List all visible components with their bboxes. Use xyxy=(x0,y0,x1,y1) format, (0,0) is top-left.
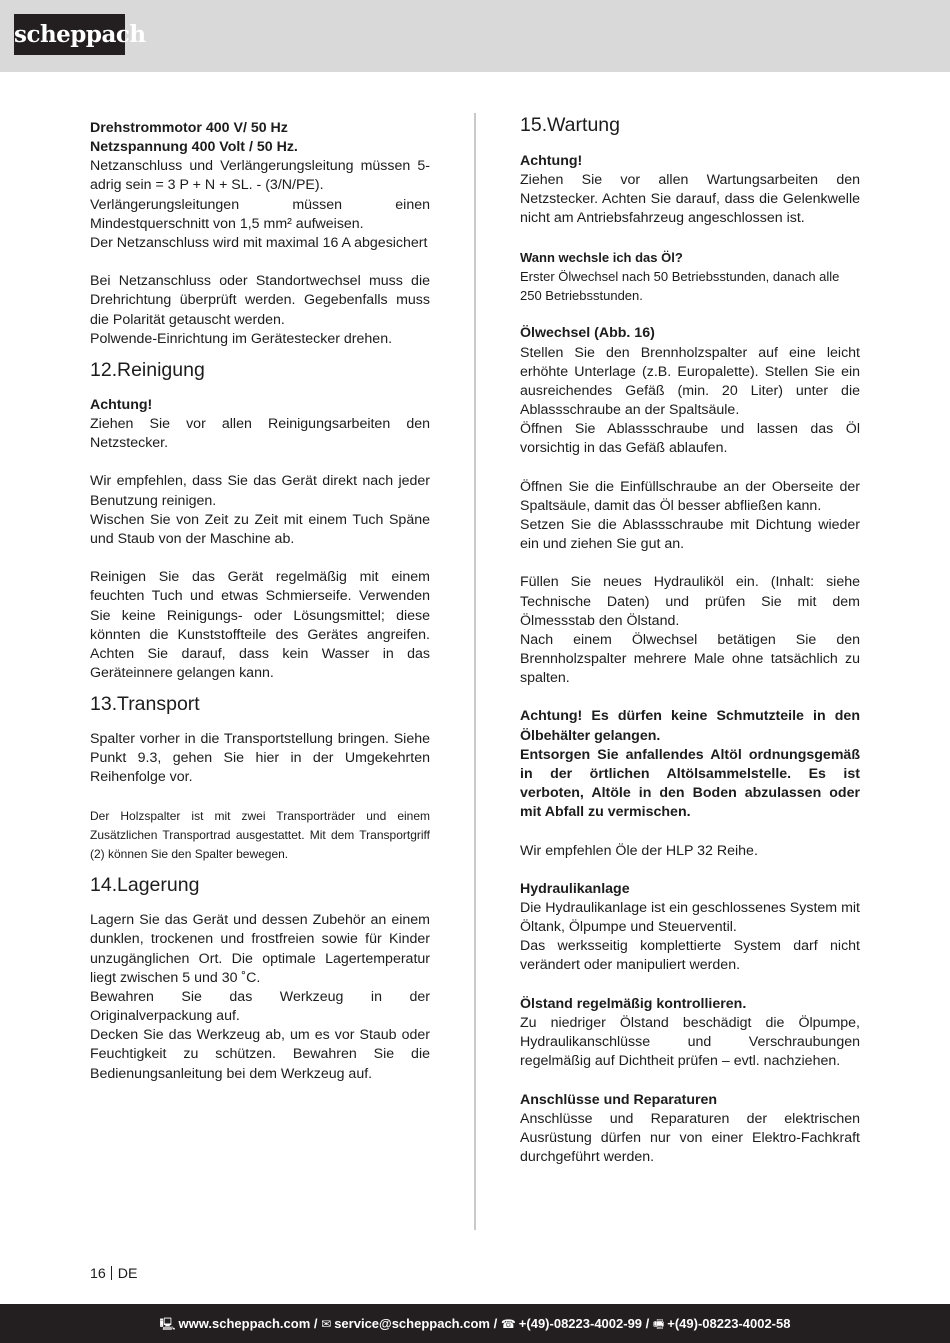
section-title: Lagerung xyxy=(117,874,200,897)
footer-separator: / xyxy=(493,1316,498,1331)
footer-fax: +(49)-08223-4002-58 xyxy=(667,1316,791,1331)
motor-paragraph: Polwende-Einrichtung im Gerätestecker drehen. xyxy=(90,330,393,347)
section-number: 14. xyxy=(90,874,118,897)
connections-title: Anschlüsse und Reparaturen xyxy=(520,1091,718,1108)
fax-icon: 🖷 xyxy=(652,1317,665,1331)
footer-band xyxy=(0,1304,950,1343)
motor-paragraph: Verlängerungsleitungen müssen einen Mindestquerschnitt von 1,5 mm² aufweisen. xyxy=(90,196,430,232)
footer-contact xyxy=(0,1314,950,1334)
page-language: DE xyxy=(117,1266,138,1282)
section-title: Wartung xyxy=(547,114,620,136)
storage-paragraph: Decken Sie das Werkzeug ab, um es vor Staub oder Feuchtigkeit zu schützen. Bewahren Sie die Bedienungsanleitung bei dem Werkzeug auf. xyxy=(90,1027,430,1082)
oil-recommendation: Wir empfehlen Öle der HLP 32 Reihe. xyxy=(520,842,758,859)
storage-paragraph: Bewahren Sie das Werkzeug in der Originalverpackung auf. xyxy=(90,988,430,1025)
oil-change-paragraph: Stellen Sie den Brennholzspalter auf eine leicht erhöhte Unterlage (z.B. Europalette). Stellen Sie ein ausreichendes Gefäß (min. 20 Liter) unter die Ablassschraube an der Spaltsäule. xyxy=(520,344,860,418)
footer-website-link[interactable]: www.scheppach.com xyxy=(178,1316,311,1331)
motor-paragraph: Bei Netzanschluss oder Standortwechsel muss die Drehrichtung überprüft werden. Gegebenfalls muss die Polarität getauscht werden. xyxy=(90,273,430,328)
section-number: 13. xyxy=(90,693,118,716)
column-divider xyxy=(474,113,476,1230)
warning-text: Ziehen Sie vor allen Reinigungsarbeiten den Netzstecker. xyxy=(90,416,430,452)
mail-icon: ✉ xyxy=(321,1317,332,1331)
hydraulic-paragraph: Die Hydraulikanlage ist ein geschlossenes System mit Öltank, Ölpumpe und Steuerventil. xyxy=(520,899,860,936)
page-number-separator xyxy=(111,1266,112,1280)
warning-text: Ziehen Sie vor allen Wartungsarbeiten den Netzstecker. Achten Sie darauf, dass die Gelenkwelle nicht am Antriebsfahrzeug angeschlossen ist. xyxy=(520,172,860,227)
section-title: Transport xyxy=(117,693,200,716)
page-number xyxy=(90,1265,138,1284)
header-band xyxy=(0,0,950,72)
section-title: Reinigung xyxy=(117,358,205,381)
computer-icon: 🖳 xyxy=(159,1317,176,1331)
brand-logo[interactable]: scheppach xyxy=(14,14,125,55)
motor-paragraph: Netzanschluss und Verlängerungsleitung müssen 5-adrig sein = 3 P + N + SL. - (3/N/PE). xyxy=(90,158,430,194)
oil-change-paragraph: Nach einem Ölwechsel betätigen Sie den Brennholzspalter mehrere Male ohne tatsächlich zu spalten. xyxy=(520,631,860,687)
oil-level-title: Ölstand regelmäßig kontrollieren. xyxy=(520,995,747,1012)
footer-phone[interactable]: +(49)-08223-4002-99 xyxy=(518,1316,643,1331)
transport-note: Der Holzspalter ist mit zwei Transporträder und einem Zusätzlichen Transportrad ausgestattet. Mit dem Transportgriff (2) können Sie den Spalter bewegen. xyxy=(90,808,430,862)
cleaning-paragraph: Reinigen Sie das Gerät regelmäßig mit einem feuchten Tuch und etwas Schmierseife. Verwenden Sie keine Reinigungs- oder Lösungsmittel; diese könnten die Kunststoffteile des Gerätes angreifen. Achten Sie darauf, dass kein Wasser in das Geräteinnere gelangen kann. xyxy=(90,569,430,682)
bold-warning: Entsorgen Sie anfallendes Altöl ordnungsgemäß in der örtlichen Altölsammelstelle. Es ist verboten, Altöle in den Boden abzulassen oder mit Abfall zu vermischen. xyxy=(520,746,860,821)
storage-paragraph: Lagern Sie das Gerät und dessen Zubehör an einem dunklen, trockenen und frostfreien sowie für Kinder unzugänglichen Ort. Die optimale Lagertemperatur liegt zwischen 5 und 30 ˚C. xyxy=(90,912,430,986)
section-number: 12. xyxy=(90,358,118,381)
section-number: 15. xyxy=(520,114,548,136)
warning-title: Achtung! xyxy=(520,153,583,169)
motor-paragraph: Der Netzanschluss wird mit maximal 16 A abgesichert xyxy=(90,234,428,251)
footer-separator: / xyxy=(645,1316,650,1331)
footer-separator: / xyxy=(313,1316,318,1331)
phone-icon: ☎ xyxy=(500,1317,516,1331)
section-heading-reinigung xyxy=(90,349,430,396)
transport-paragraph: Spalter vorher in die Transportstellung bringen. Siehe Punkt 9.3, gehen Sie hier in der Umgekehrten Reihenfolge vor. xyxy=(90,731,430,786)
cleaning-paragraph: Wischen Sie von Zeit zu Zeit mit einem Tuch Späne und Staub von der Maschine ab. xyxy=(90,511,430,547)
connections-paragraph: Anschlüsse und Reparaturen der elektrischen Ausrüstung dürfen nur von einer Elektro-Fachkraft durchgeführt werden. xyxy=(520,1110,860,1165)
oil-change-paragraph: Öffnen Sie die Einfüllschraube an der Oberseite der Spaltsäule, damit das Öl besser abfließen kann. xyxy=(520,478,860,514)
left-column xyxy=(90,119,430,1084)
section-heading-transport xyxy=(90,683,430,730)
hydraulic-title: Hydraulikanlage xyxy=(520,880,630,897)
warning-title: Achtung! xyxy=(90,396,153,413)
oil-change-title: Ölwechsel (Abb. 16) xyxy=(520,325,655,342)
bold-warning: Achtung! Es dürfen keine Schmutzteile in den Ölbehälter gelangen. xyxy=(520,708,860,744)
motor-spec-line-1: Drehstrommotor 400 V/ 50 Hz xyxy=(90,120,288,136)
oil-change-paragraph: Setzen Sie die Ablassschraube mit Dichtung wieder ein und ziehen Sie gut an. xyxy=(520,516,860,553)
footer-email-link[interactable]: service@scheppach.com xyxy=(334,1316,490,1331)
section-heading-lagerung xyxy=(90,864,430,911)
hydraulic-paragraph: Das werksseitig komplettierte System darf nicht verändert oder manipuliert werden. xyxy=(520,938,860,974)
page-number-value: 16 xyxy=(90,1266,106,1282)
section-heading-wartung xyxy=(520,113,860,152)
oil-level-paragraph: Zu niedriger Ölstand beschädigt die Ölpumpe, Hydraulikanschlüsse und Verschraubungen regelmäßig auf Dichtheit prüfen – evtl. nachziehen. xyxy=(520,1014,860,1070)
oil-change-paragraph: Öffnen Sie Ablassschraube und lassen das Öl vorsichtig in das Gefäß ablaufen. xyxy=(520,421,860,457)
oil-when-title: Wann wechsle ich das Öl? xyxy=(520,249,683,265)
oil-change-paragraph: Füllen Sie neues Hydrauliköl ein. (Inhalt: siehe Technische Daten) und prüfen Sie mit dem Ölmessstab den Ölstand. xyxy=(520,574,860,629)
oil-when-text: Erster Ölwechsel nach 50 Betriebsstunden, danach alle 250 Betriebsstunden. xyxy=(520,268,840,304)
cleaning-paragraph: Wir empfehlen, dass Sie das Gerät direkt nach jeder Benutzung reinigen. xyxy=(90,473,430,509)
right-column xyxy=(520,114,860,1167)
motor-spec-line-2: Netzspannung 400 Volt / 50 Hz. xyxy=(90,139,298,156)
